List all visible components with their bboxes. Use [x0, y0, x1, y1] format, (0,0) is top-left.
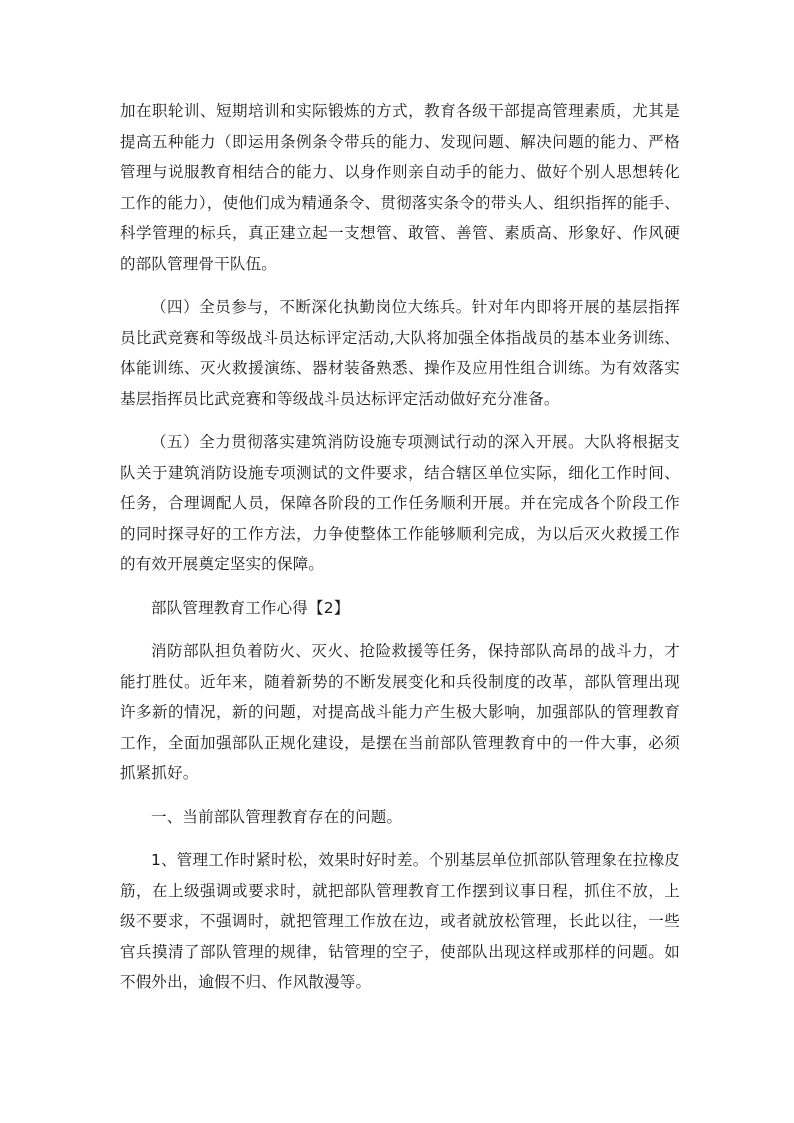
paragraph-section-five: （五）全力贯彻落实建筑消防设施专项测试行动的深入开展。大队将根据支队关于建筑消防设施专项测试的文件要求，结合辖区单位实际，细化工作时间、任务，合理调配人员，保障各阶段的工作任务顺利开展。并在完成各个阶段工作的同时探寻好的工作方法，力争使整体工作能够顺利完成，为以后灭火救援工作的有效开展奠定坚实的保障。	[120, 433, 680, 573]
paragraph-intro: 消防部队担负着防火、灭火、抢险救援等任务，保持部队高昂的战斗力，才能打胜仗。近年来，随着新势的不断发展变化和兵役制度的改革，部队管理出现许多新的情况，新的问题，对提高战斗能力产生极大影响，加强部队的管理教育工作，全面加强部队正规化建设，是摆在当前部队管理教育中的一件大事，必须抓紧抓好。	[120, 642, 680, 782]
article-heading: 部队管理教育工作心得【2】	[151, 598, 350, 617]
document-body	[120, 96, 680, 1011]
paragraph-section-four: （四）全员参与，不断深化执勤岗位大练兵。针对年内即将开展的基层指挥员比武竞赛和等级战斗员达标评定活动,大队将加强全体指战员的基本业务训练、体能训练、灭火救援演练、器材装备熟悉、操作及应用性组合训练。为有效落实基层指挥员比武竞赛和等级战斗员达标评定活动做好充分准备。	[120, 298, 680, 408]
section-heading-problems: 一、当前部队管理教育存在的问题。	[151, 807, 403, 826]
paragraph-cadre-training: 加在职轮训、短期培训和实际锻炼的方式，教育各级干部提高管理素质，尤其是提高五种能力（即运用条例条令带兵的能力、发现问题、解决问题的能力、严格管理与说服教育相结合的能力、以身作则亲自动手的能力、做好个别人思想转化工作的能力），使他们成为精通条令、贯彻落实条令的带头人、组织指挥的能手、科学管理的标兵，真正建立起一支想管、敢管、善管、素质高、形象好、作风硬的部队管理骨干队伍。	[120, 102, 680, 273]
paragraph-problem-one: 1、管理工作时紧时松，效果时好时差。个别基层单位抓部队管理象在拉橡皮筋，在上级强调或要求时，就把部队管理教育工作摆到议事日程，抓住不放，上级不要求，不强调时，就把管理工作放在边，或者就放松管理，长此以往，一些官兵摸清了部队管理的规律，钻管理的空子，使部队出现这样或那样的问题。如不假外出，逾假不归、作风散漫等。	[120, 851, 680, 991]
